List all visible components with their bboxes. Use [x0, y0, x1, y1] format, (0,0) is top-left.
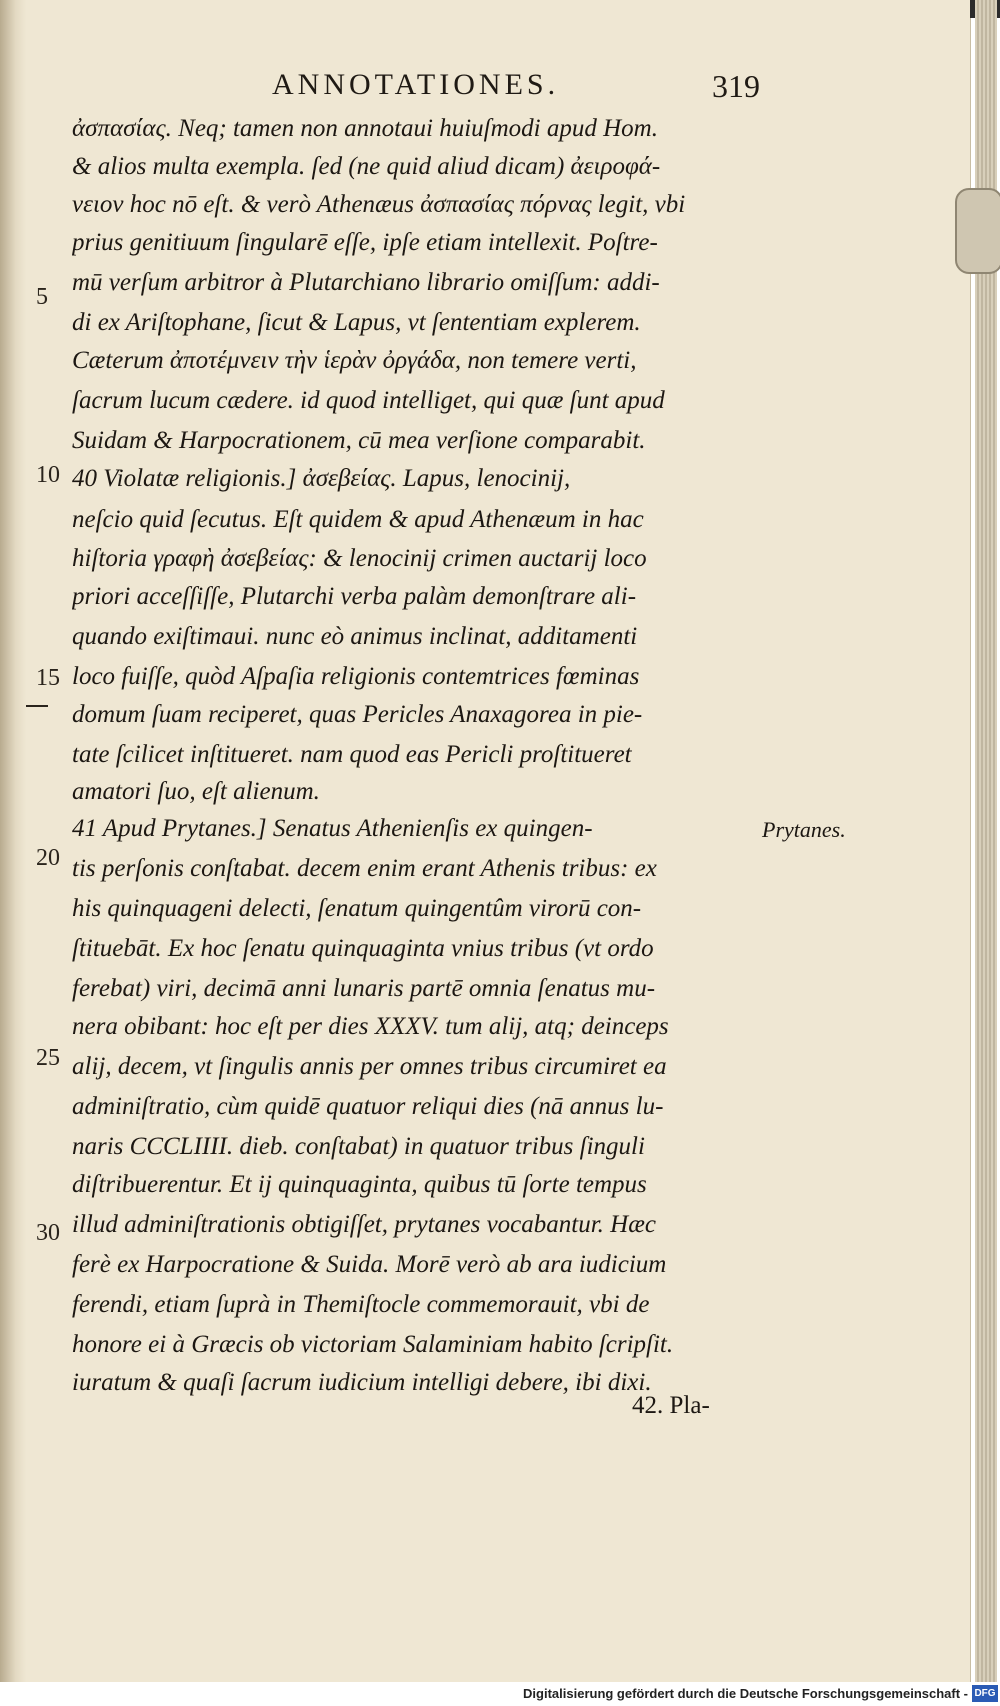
text-line: naris CCCLIIII. dieb. conſtabat) in quatuor tribus ſinguli — [72, 1133, 645, 1160]
text-line: priori acceſſiſſe, Plutarchi verba palàm demonſtrare ali- — [72, 583, 637, 610]
text-line: mū verſum arbitror à Plutarchiano librario omiſſum: addi- — [72, 269, 660, 296]
text-line: ferebat) viri, decimā anni lunaris partē omnia ſenatus mu- — [72, 975, 656, 1002]
text-line: nera obibant: hoc eſt per dies XXXV. tum alij, atq; deinceps — [72, 1013, 669, 1040]
text-line: ferè ex Harpocratione & Suida. Morē verò ab ara iudicium — [72, 1251, 667, 1278]
page-number: 319 — [712, 68, 760, 104]
text-line: 41 Apud Prytanes.] Senatus Athenienſis ex quingen- — [72, 815, 593, 842]
book-spine-shadow — [0, 0, 26, 1706]
footer-credit: Digitalisierung gefördert durch die Deutsche Forschungsgemeinschaft - — [523, 1686, 968, 1701]
text-line: ferendi, etiam ſuprà in Themiſtocle commemorauit, vbi de — [72, 1291, 650, 1318]
text-line: ſtituebāt. Ex hoc ſenatu quinquaginta vnius tribus (vt ordo — [72, 935, 654, 962]
margin-dash — [26, 705, 48, 707]
text-line: amatori ſuo, eſt alienum. — [72, 778, 320, 805]
text-line: ἀσπασίας. Neq; tamen non annotaui huiuſmodi apud Hom. — [72, 115, 658, 142]
catchword: 42. Pla- — [632, 1392, 710, 1419]
dfg-logo: DFG — [972, 1685, 998, 1702]
margin-note: Prytanes. — [762, 817, 846, 842]
text-line: & alios multa exempla. ſed (ne quid aliud dicam) ἀειροφά- — [72, 153, 661, 180]
text-line: tis perſonis conſtabat. decem enim erant Athenis tribus: ex — [72, 855, 657, 882]
text-line: neſcio quid ſecutus. Eſt quidem & apud Athenæum in hac — [72, 506, 644, 533]
text-line: domum ſuam reciperet, quas Pericles Anaxagorea in pie- — [72, 701, 643, 728]
text-line: iuratum & quaſi ſacrum iudicium intelligi debere, ibi dixi. — [72, 1369, 652, 1396]
line-number-30: 30 — [36, 1220, 60, 1246]
text-line: alij, decem, vt ſingulis annis per omnes tribus circumiret ea — [72, 1053, 667, 1080]
text-line: loco fuiſſe, quòd Aſpaſia religionis contemtrices fœminas — [72, 663, 640, 690]
text-line: 40 Violatæ religionis.] ἀσεβείας. Lapus, lenocinij, — [72, 465, 571, 492]
line-number-15: 15 — [36, 665, 60, 691]
text-line: ſacrum lucum cædere. id quod intelliget, qui quæ ſunt apud — [72, 387, 665, 414]
footer-bar — [0, 1682, 1000, 1706]
running-title: ANNOTATIONES. — [272, 68, 560, 101]
text-line: honore ei à Græcis ob victoriam Salaminiam habito ſcripſit. — [72, 1331, 674, 1358]
text-line: diſtribuerentur. Et ij quinquaginta, quibus tū ſorte tempus — [72, 1171, 647, 1198]
text-line: tate ſcilicet inſtitueret. nam quod eas Pericli proſtitueret — [72, 741, 632, 768]
line-number-10: 10 — [36, 462, 60, 488]
line-number-20: 20 — [36, 845, 60, 871]
line-number-25: 25 — [36, 1045, 60, 1071]
text-line: Cæterum ἀποτέμνειν τὴν ἱερὰν ὀργάδα, non temere verti, — [72, 347, 637, 374]
text-line: quando exiſtimaui. nunc eò animus inclinat, additamenti — [72, 623, 638, 650]
page-tab-marker — [955, 188, 1000, 274]
line-number-5: 5 — [36, 284, 48, 310]
text-line: illud adminiſtrationis obtigiſſet, prytanes vocabantur. Hæc — [72, 1211, 657, 1238]
text-line: Suidam & Harpocrationem, cū mea verſione comparabit. — [72, 427, 646, 454]
text-line: prius genitiuum ſingularē eſſe, ipſe etiam intellexit. Poſtre- — [72, 229, 658, 256]
text-line: di ex Ariſtophane, ſicut & Lapus, vt ſententiam explerem. — [72, 309, 641, 336]
text-line: hiſtoria γραφὴ ἀσεβείας: & lenocinij crimen auctarij loco — [72, 545, 647, 572]
text-line: adminiſtratio, cùm quidē quatuor reliqui dies (nā annus lu- — [72, 1093, 664, 1120]
text-line: his quinquageni delecti, ſenatum quingentûm virorū con- — [72, 895, 642, 922]
text-line: νειον hoc nō eſt. & verò Athenæus ἀσπασίας πόρνας legit, vbi — [72, 191, 686, 218]
